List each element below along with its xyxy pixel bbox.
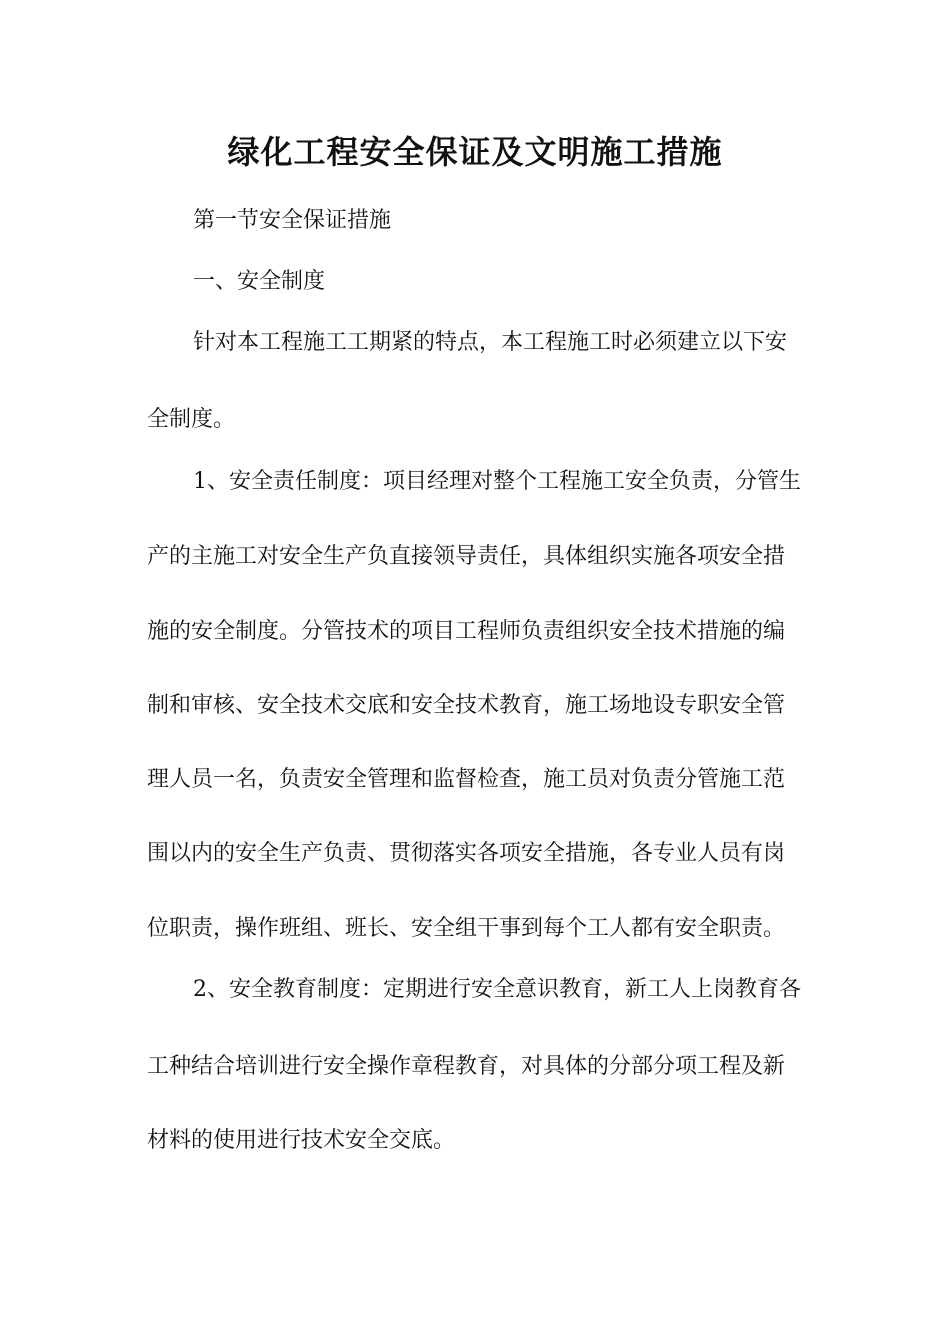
paragraph-line: 施的安全制度。分管技术的项目工程师负责组织安全技术措施的编 — [147, 619, 786, 644]
paragraph-line: 产的主施工对安全生产负直接领导责任，具体组织实施各项安全措 — [147, 544, 786, 569]
subsection-heading: 一、安全制度 — [193, 269, 326, 294]
paragraph-line: 围以内的安全生产负责、贯彻落实各项安全措施，各专业人员有岗 — [147, 841, 786, 866]
paragraph-line: 1、安全责任制度：项目经理对整个工程施工安全负责，分管生 — [193, 469, 801, 494]
paragraph-line: 材料的使用进行技术安全交底。 — [147, 1128, 456, 1153]
paragraph-line: 2、安全教育制度：定期进行安全意识教育，新工人上岗教育各 — [193, 977, 801, 1002]
document-title: 绿化工程安全保证及文明施工措施 — [227, 133, 723, 171]
paragraph-line: 制和审核、安全技术交底和安全技术教育，施工场地设专职安全管 — [147, 693, 786, 718]
section-heading: 第一节安全保证措施 — [193, 208, 392, 233]
paragraph-line: 位职责，操作班组、班长、安全组干事到每个工人都有安全职责。 — [147, 916, 786, 941]
paragraph-line: 针对本工程施工工期紧的特点，本工程施工时必须建立以下安 — [193, 330, 788, 355]
paragraph-line: 全制度。 — [147, 407, 236, 432]
paragraph-line: 工种结合培训进行安全操作章程教育，对具体的分部分项工程及新 — [147, 1054, 786, 1079]
paragraph-line: 理人员一名，负责安全管理和监督检查，施工员对负责分管施工范 — [147, 767, 786, 792]
